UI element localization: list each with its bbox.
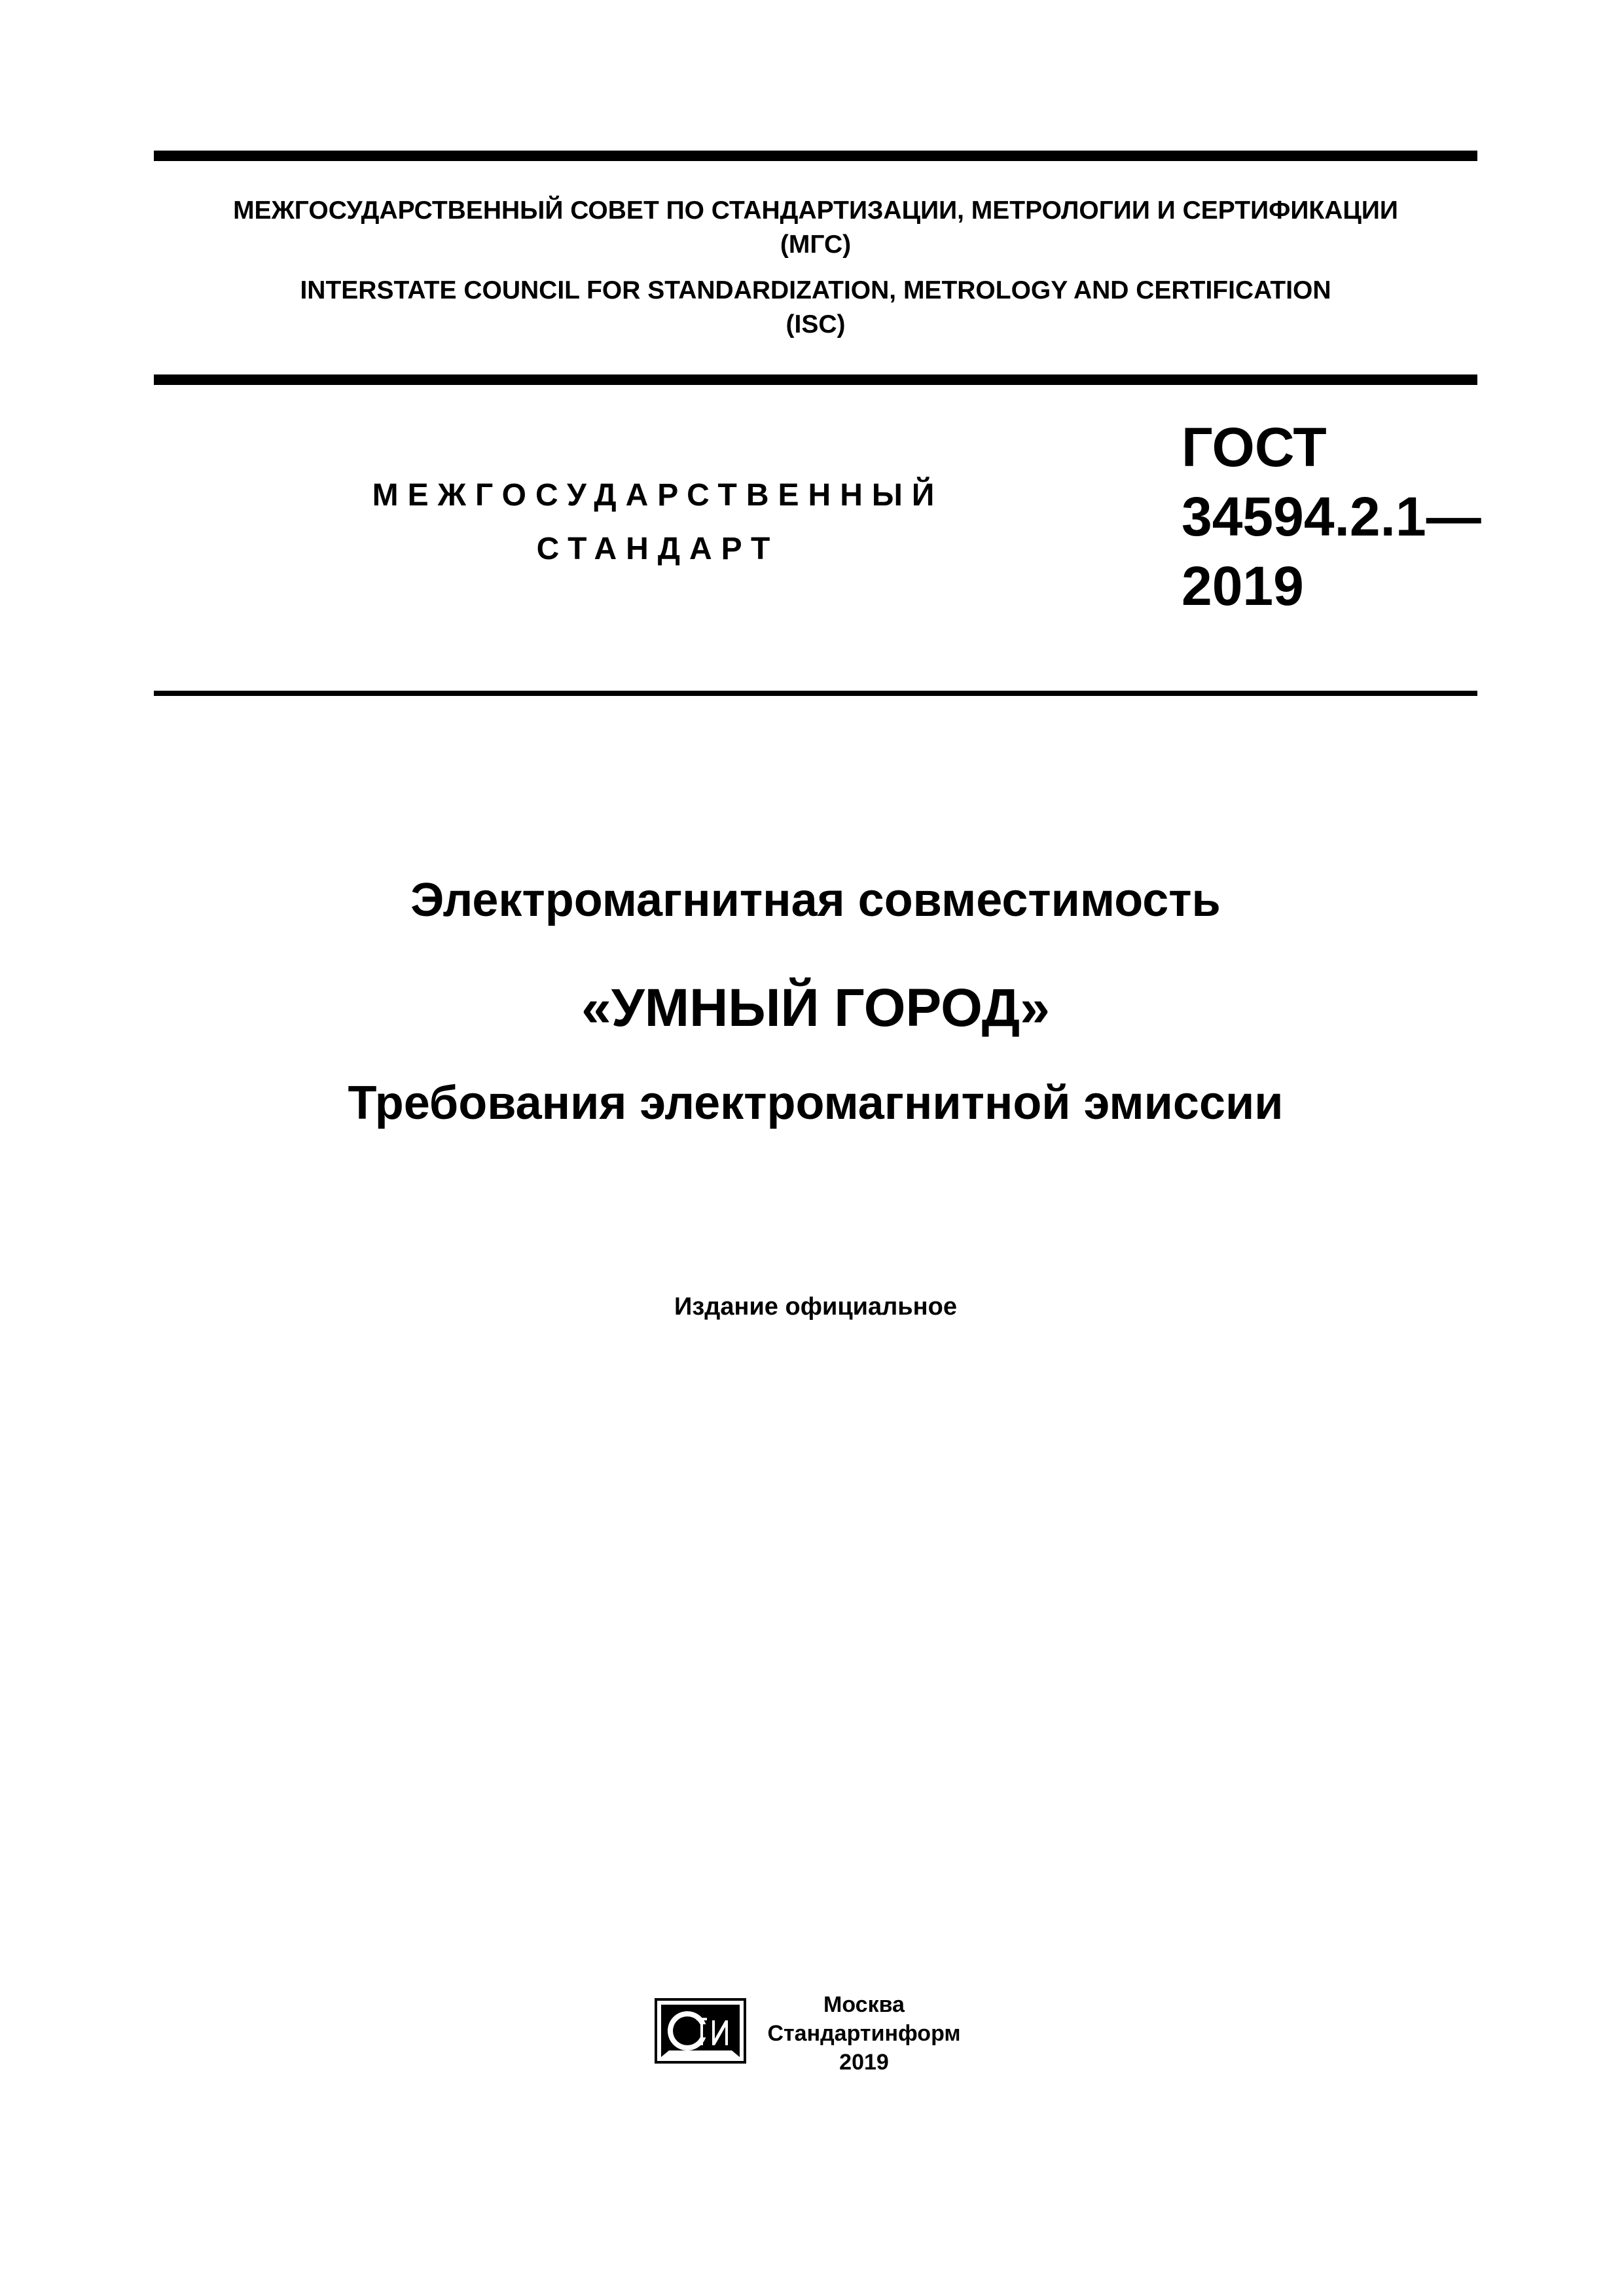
publisher-city: Москва [823, 1992, 905, 2017]
standartinform-logo-icon [655, 1998, 746, 2064]
council-ru-line1: МЕЖГОСУДАРСТВЕННЫЙ СОВЕТ ПО СТАНДАРТИЗАЦИИ, МЕТРОЛОГИИ И СЕРТИФИКАЦИИ [233, 196, 1398, 225]
top-rule [154, 151, 1477, 161]
publisher-name: Стандартинформ [767, 2021, 961, 2046]
middle-rule [154, 374, 1477, 385]
document-title-requirements: Требования электромагнитной эмиссии [348, 1077, 1284, 1129]
council-ru-abbr: (МГС) [780, 230, 852, 259]
gost-year: 2019 [1182, 555, 1304, 617]
lower-rule [154, 691, 1477, 696]
council-name-en [154, 274, 1477, 342]
gost-number: 34594.2.1— [1182, 486, 1481, 547]
document-title: Электромагнитная совместимость [410, 874, 1221, 926]
gost-designation [1182, 412, 1481, 621]
standard-kind [281, 469, 1034, 576]
document-subtitle: «УМНЫЙ ГОРОД» [581, 978, 1050, 1038]
council-en-abbr: (ISC) [785, 310, 846, 338]
council-name-ru [154, 194, 1477, 262]
edition-note: Издание официальное [674, 1293, 957, 1321]
gost-label: ГОСТ [1182, 416, 1327, 478]
publisher-year: 2019 [839, 2050, 889, 2075]
standard-kind-line1: МЕЖГОСУДАРСТВЕННЫЙ [372, 478, 944, 513]
publisher-block [766, 1990, 962, 2077]
standard-kind-line2: СТАНДАРТ [536, 532, 780, 566]
council-en-line1: INTERSTATE COUNCIL FOR STANDARDIZATION, METROLOGY AND CERTIFICATION [300, 276, 1331, 304]
